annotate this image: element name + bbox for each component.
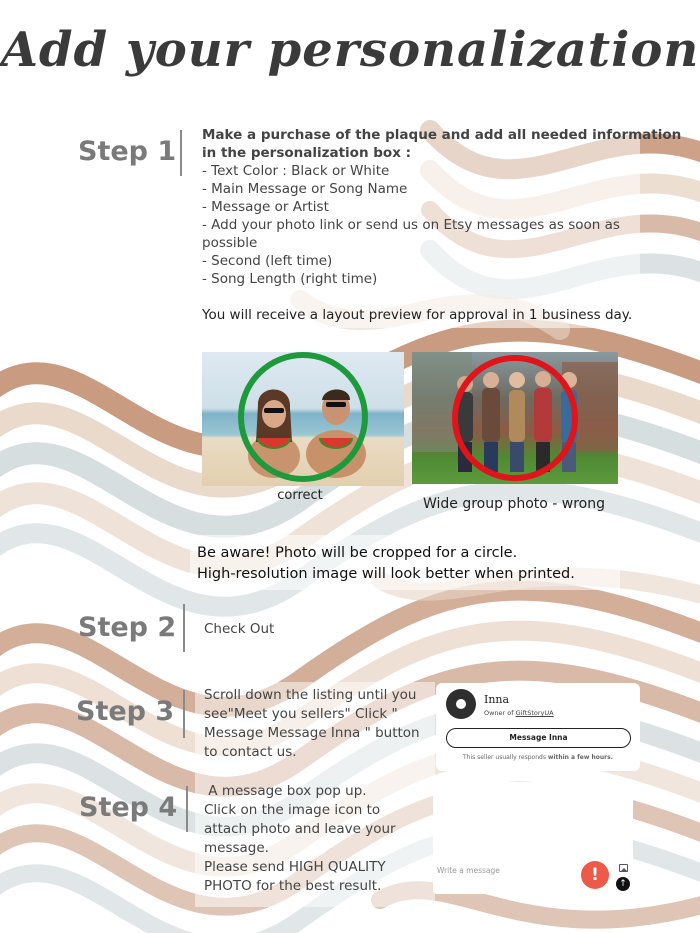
seller-avatar — [446, 689, 476, 719]
step-4-text — [204, 782, 396, 896]
step-1-item: - Song Length (right time) — [202, 271, 378, 287]
step-1-note: You will receive a layout preview for approval in 1 business day. — [202, 307, 633, 323]
step-1-instructions — [202, 126, 681, 162]
step-1-item: - Text Color : Black or White — [202, 163, 390, 179]
step-3-line: to contact us. — [204, 744, 297, 760]
step-1-line: in the personalization box : — [202, 145, 411, 161]
wrong-caption: Wide group photo - wrong — [422, 496, 606, 512]
message-seller-button[interactable]: Message Inna — [446, 728, 631, 748]
step-3-divider — [183, 690, 185, 738]
correct-caption: correct — [277, 488, 323, 503]
step-4-line: A message box pop up. — [204, 783, 367, 799]
correct-photo — [202, 352, 404, 486]
owner-prefix: Owner of — [484, 709, 516, 717]
step-4-line: PHOTO for the best result. — [204, 878, 382, 894]
step-1-item: - Add your photo link or send us on Etsy messages as soon as — [202, 217, 620, 233]
step-2-label: Step 2 — [78, 612, 177, 643]
shop-link[interactable]: GiftStoryUA — [515, 709, 554, 717]
step-2-divider — [183, 604, 185, 652]
seller-name: Inna — [484, 693, 510, 706]
warning-line: High-resolution image will look better when printed. — [197, 566, 575, 582]
step-1-label: Step 1 — [78, 136, 177, 167]
step-1-item: - Second (left time) — [202, 253, 333, 269]
step-3-text — [204, 686, 420, 762]
message-box — [433, 782, 633, 894]
step-4-line: Click on the image icon to — [204, 802, 381, 818]
step-4-line: Please send HIGH QUALITY — [204, 859, 386, 875]
send-icon[interactable]: ↑ — [616, 877, 630, 891]
step-1-divider — [180, 130, 182, 176]
responds-bold: within a few hours. — [547, 754, 613, 761]
step-1-items — [202, 162, 620, 288]
step-1-item: possible — [202, 235, 258, 251]
responds-prefix: This seller usually responds — [463, 754, 548, 761]
step-4-label: Step 4 — [79, 792, 178, 823]
seller-owner — [484, 709, 554, 717]
step-4-divider — [186, 786, 188, 832]
image-icon[interactable] — [619, 864, 628, 872]
step-4-line: message. — [204, 840, 269, 856]
seller-card — [436, 683, 640, 771]
page-title: Add your personalization — [0, 22, 700, 78]
alert-icon: ! — [581, 861, 609, 889]
step-3-line: Scroll down the listing until you — [204, 687, 417, 703]
step-1-item: - Main Message or Song Name — [202, 181, 408, 197]
step-3-label: Step 3 — [76, 696, 175, 727]
step-2-text: Check Out — [204, 621, 275, 637]
step-1-line: Make a purchase of the plaque and add all needed information — [202, 127, 682, 143]
photo-warning — [197, 543, 575, 585]
step-3-line: Message Message Inna " button — [204, 725, 420, 741]
step-1-item: - Message or Artist — [202, 199, 329, 215]
wrong-photo — [412, 352, 618, 484]
step-3-line: see"Meet you sellers" Click " — [204, 706, 398, 722]
step-4-line: attach photo and leave your — [204, 821, 396, 837]
response-time — [436, 754, 640, 761]
warning-line: Be aware! Photo will be cropped for a circle. — [197, 545, 518, 561]
message-input[interactable]: Write a message — [437, 866, 500, 875]
